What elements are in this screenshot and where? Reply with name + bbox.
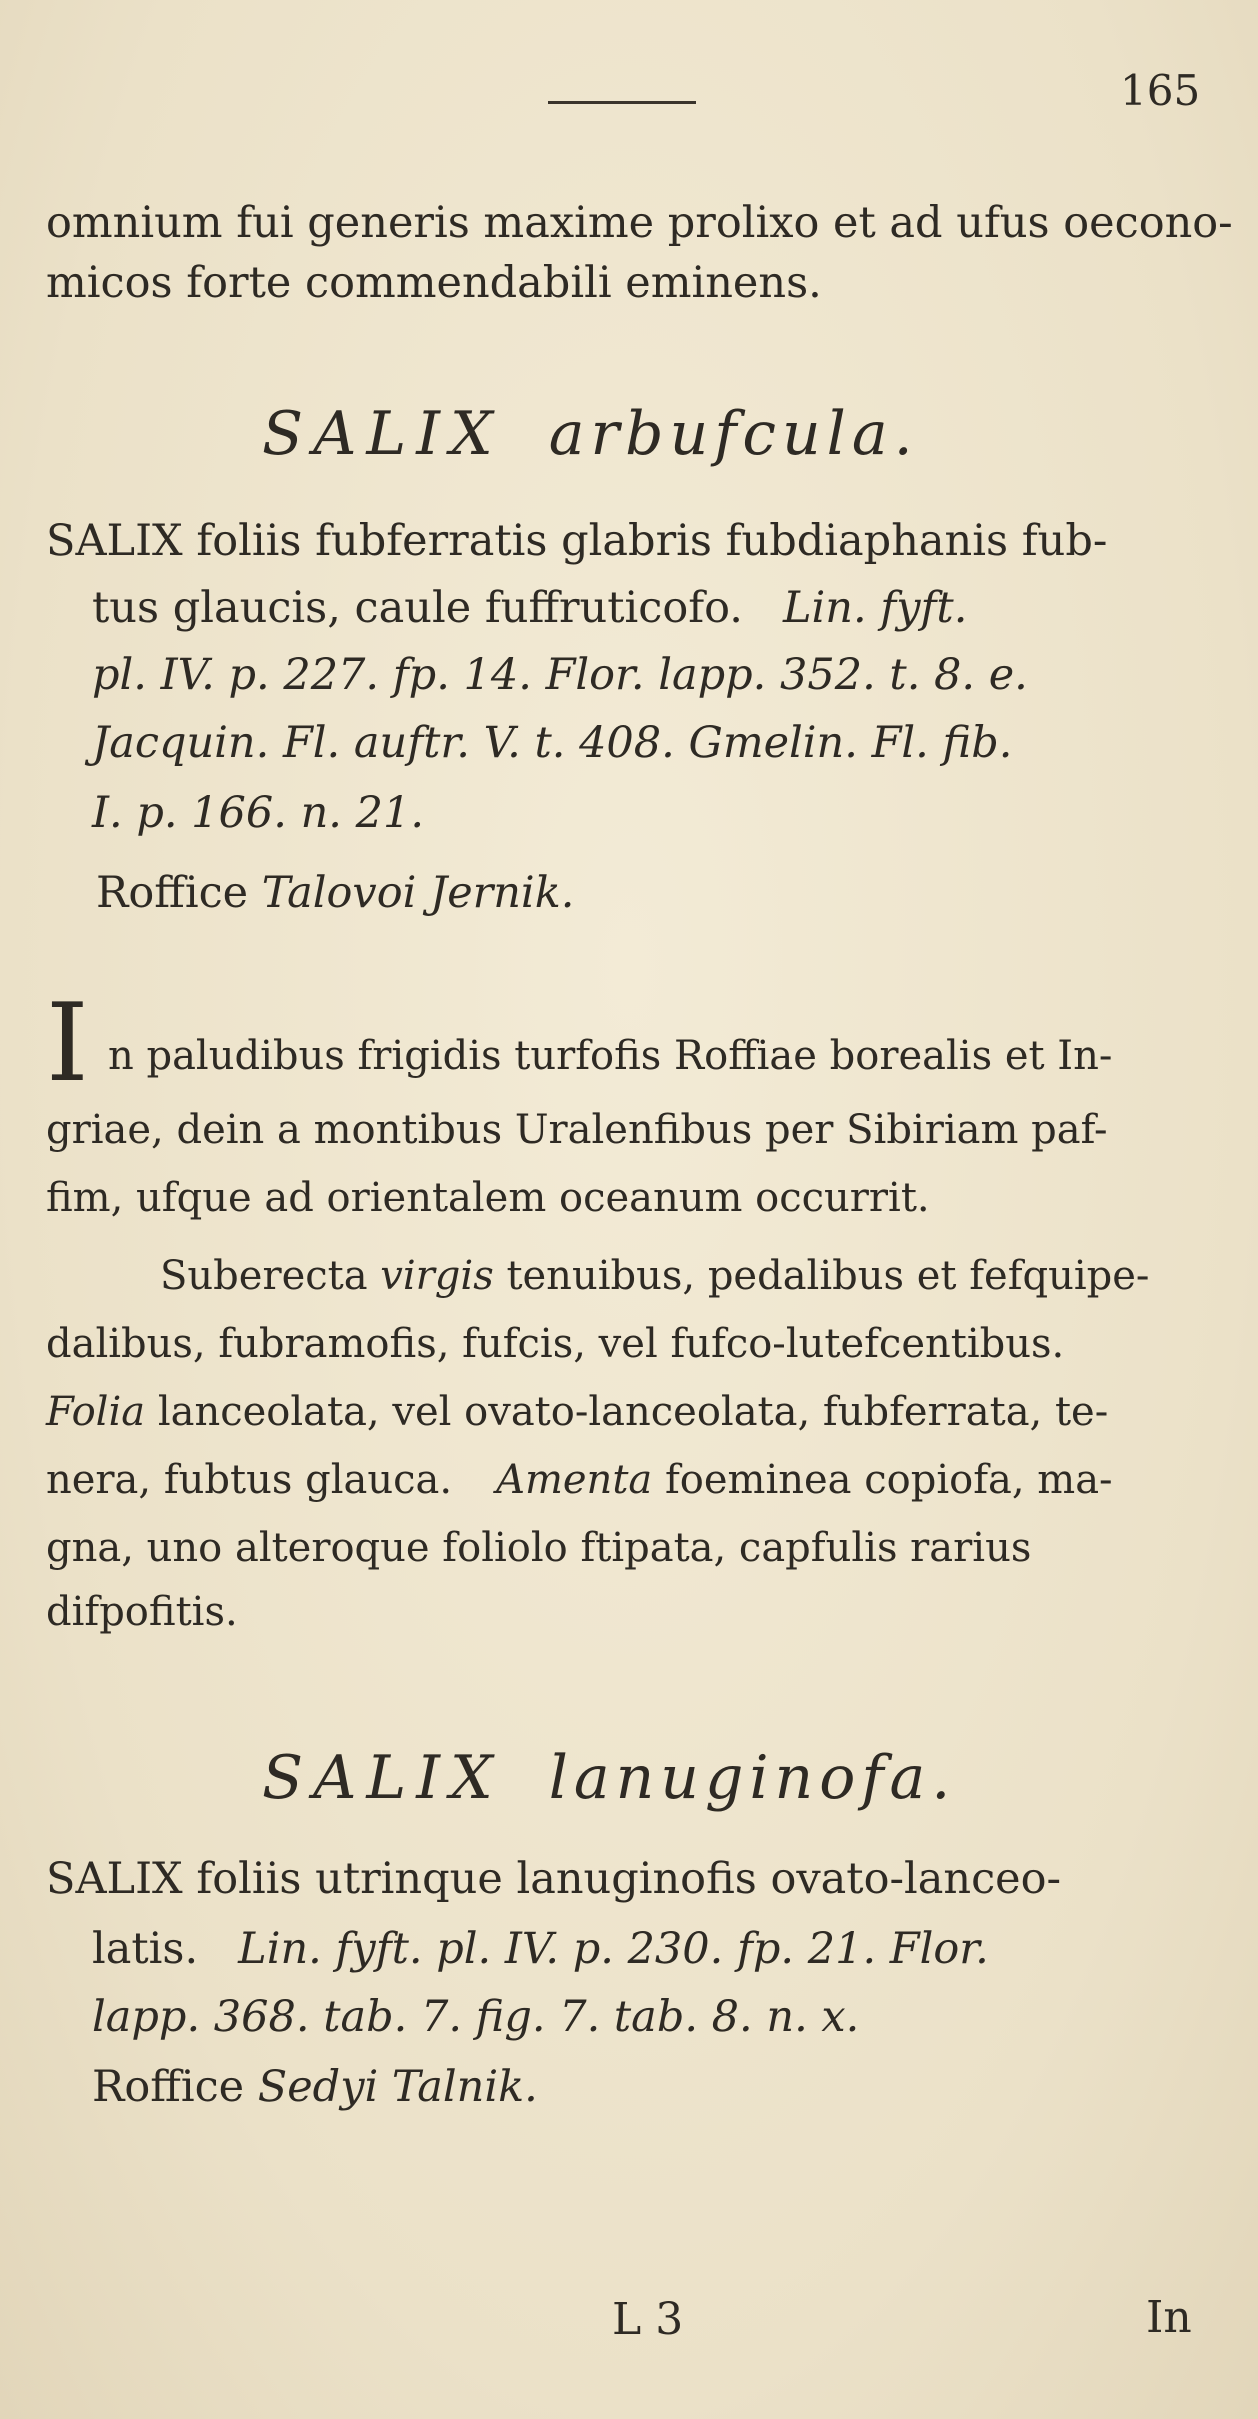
description-line: nera, fubtus glauca. Amenta foeminea copiofa, ma- (46, 1457, 1113, 1503)
diagnosis-line: SALIX foliis fubferratis glabris fubdiaphanis fub- (46, 516, 1108, 566)
species-heading (262, 399, 919, 469)
description-line: griae, dein a montibus Uralenfibus per Sibiriam paf- (46, 1107, 1108, 1153)
reference-citation: Lin. fyft. (782, 583, 968, 633)
species-heading (262, 1743, 957, 1813)
description-line: gna, uno alteroque foliolo ftipata, capfulis rarius (46, 1525, 1032, 1571)
catchword: In (1146, 2292, 1192, 2343)
heading-genus: SALIX (262, 399, 503, 469)
heading-species: arbufcula. (548, 399, 919, 469)
diagnosis-line: latis. Lin. fyft. pl. IV. p. 230. fp. 21. Flor. (92, 1924, 989, 1974)
reference-citation: Lin. fyft. pl. IV. p. 230. fp. 21. Flor. (238, 1924, 989, 1974)
page-number: 165 (1120, 66, 1201, 115)
description-line: n paludibus frigidis turfofis Roffiae borealis et In- (108, 1033, 1113, 1079)
description-line: Suberecta virgis tenuibus, pedalibus et fefquipe- (160, 1253, 1150, 1299)
drop-cap: I (46, 981, 89, 1106)
description-line: dalibus, fubramofis, fufcis, vel fufco-lutefcentibus. (46, 1321, 1065, 1367)
description-line: fim, ufque ad orientalem oceanum occurrit. (46, 1175, 930, 1221)
description-line: Folia lanceolata, vel ovato-lanceolata, fubferrata, te- (46, 1389, 1109, 1435)
text-line: micos forte commendabili eminens. (46, 258, 822, 308)
text-line: omnium fui generis maxime prolixo et ad ufus oecono- (46, 198, 1233, 248)
heading-genus: SALIX (262, 1743, 503, 1813)
header-rule (548, 101, 696, 104)
reference-line: I. p. 166. n. 21. (92, 788, 425, 838)
reference-line: Jacquin. Fl. auftr. V. t. 408. Gmelin. Fl. fib. (92, 718, 1013, 768)
reference-line: pl. IV. p. 227. fp. 14. Flor. lapp. 352. t. 8. e. (92, 650, 1028, 700)
vernacular-name: Roffice Talovoi Jernik. (96, 868, 575, 918)
diagnosis-line: SALIX foliis utrinque lanuginofis ovato-lanceo- (46, 1854, 1062, 1904)
signature-mark: L 3 (612, 2294, 684, 2345)
diagnosis-line: tus glaucis, caule fuffruticofo. Lin. fyft. (92, 583, 968, 633)
heading-species: lanuginofa. (548, 1743, 957, 1813)
reference-line: lapp. 368. tab. 7. fig. 7. tab. 8. n. x. (92, 1992, 860, 2042)
description-line: difpofitis. (46, 1589, 238, 1635)
vernacular-name: Roffice Sedyi Talnik. (92, 2062, 538, 2112)
